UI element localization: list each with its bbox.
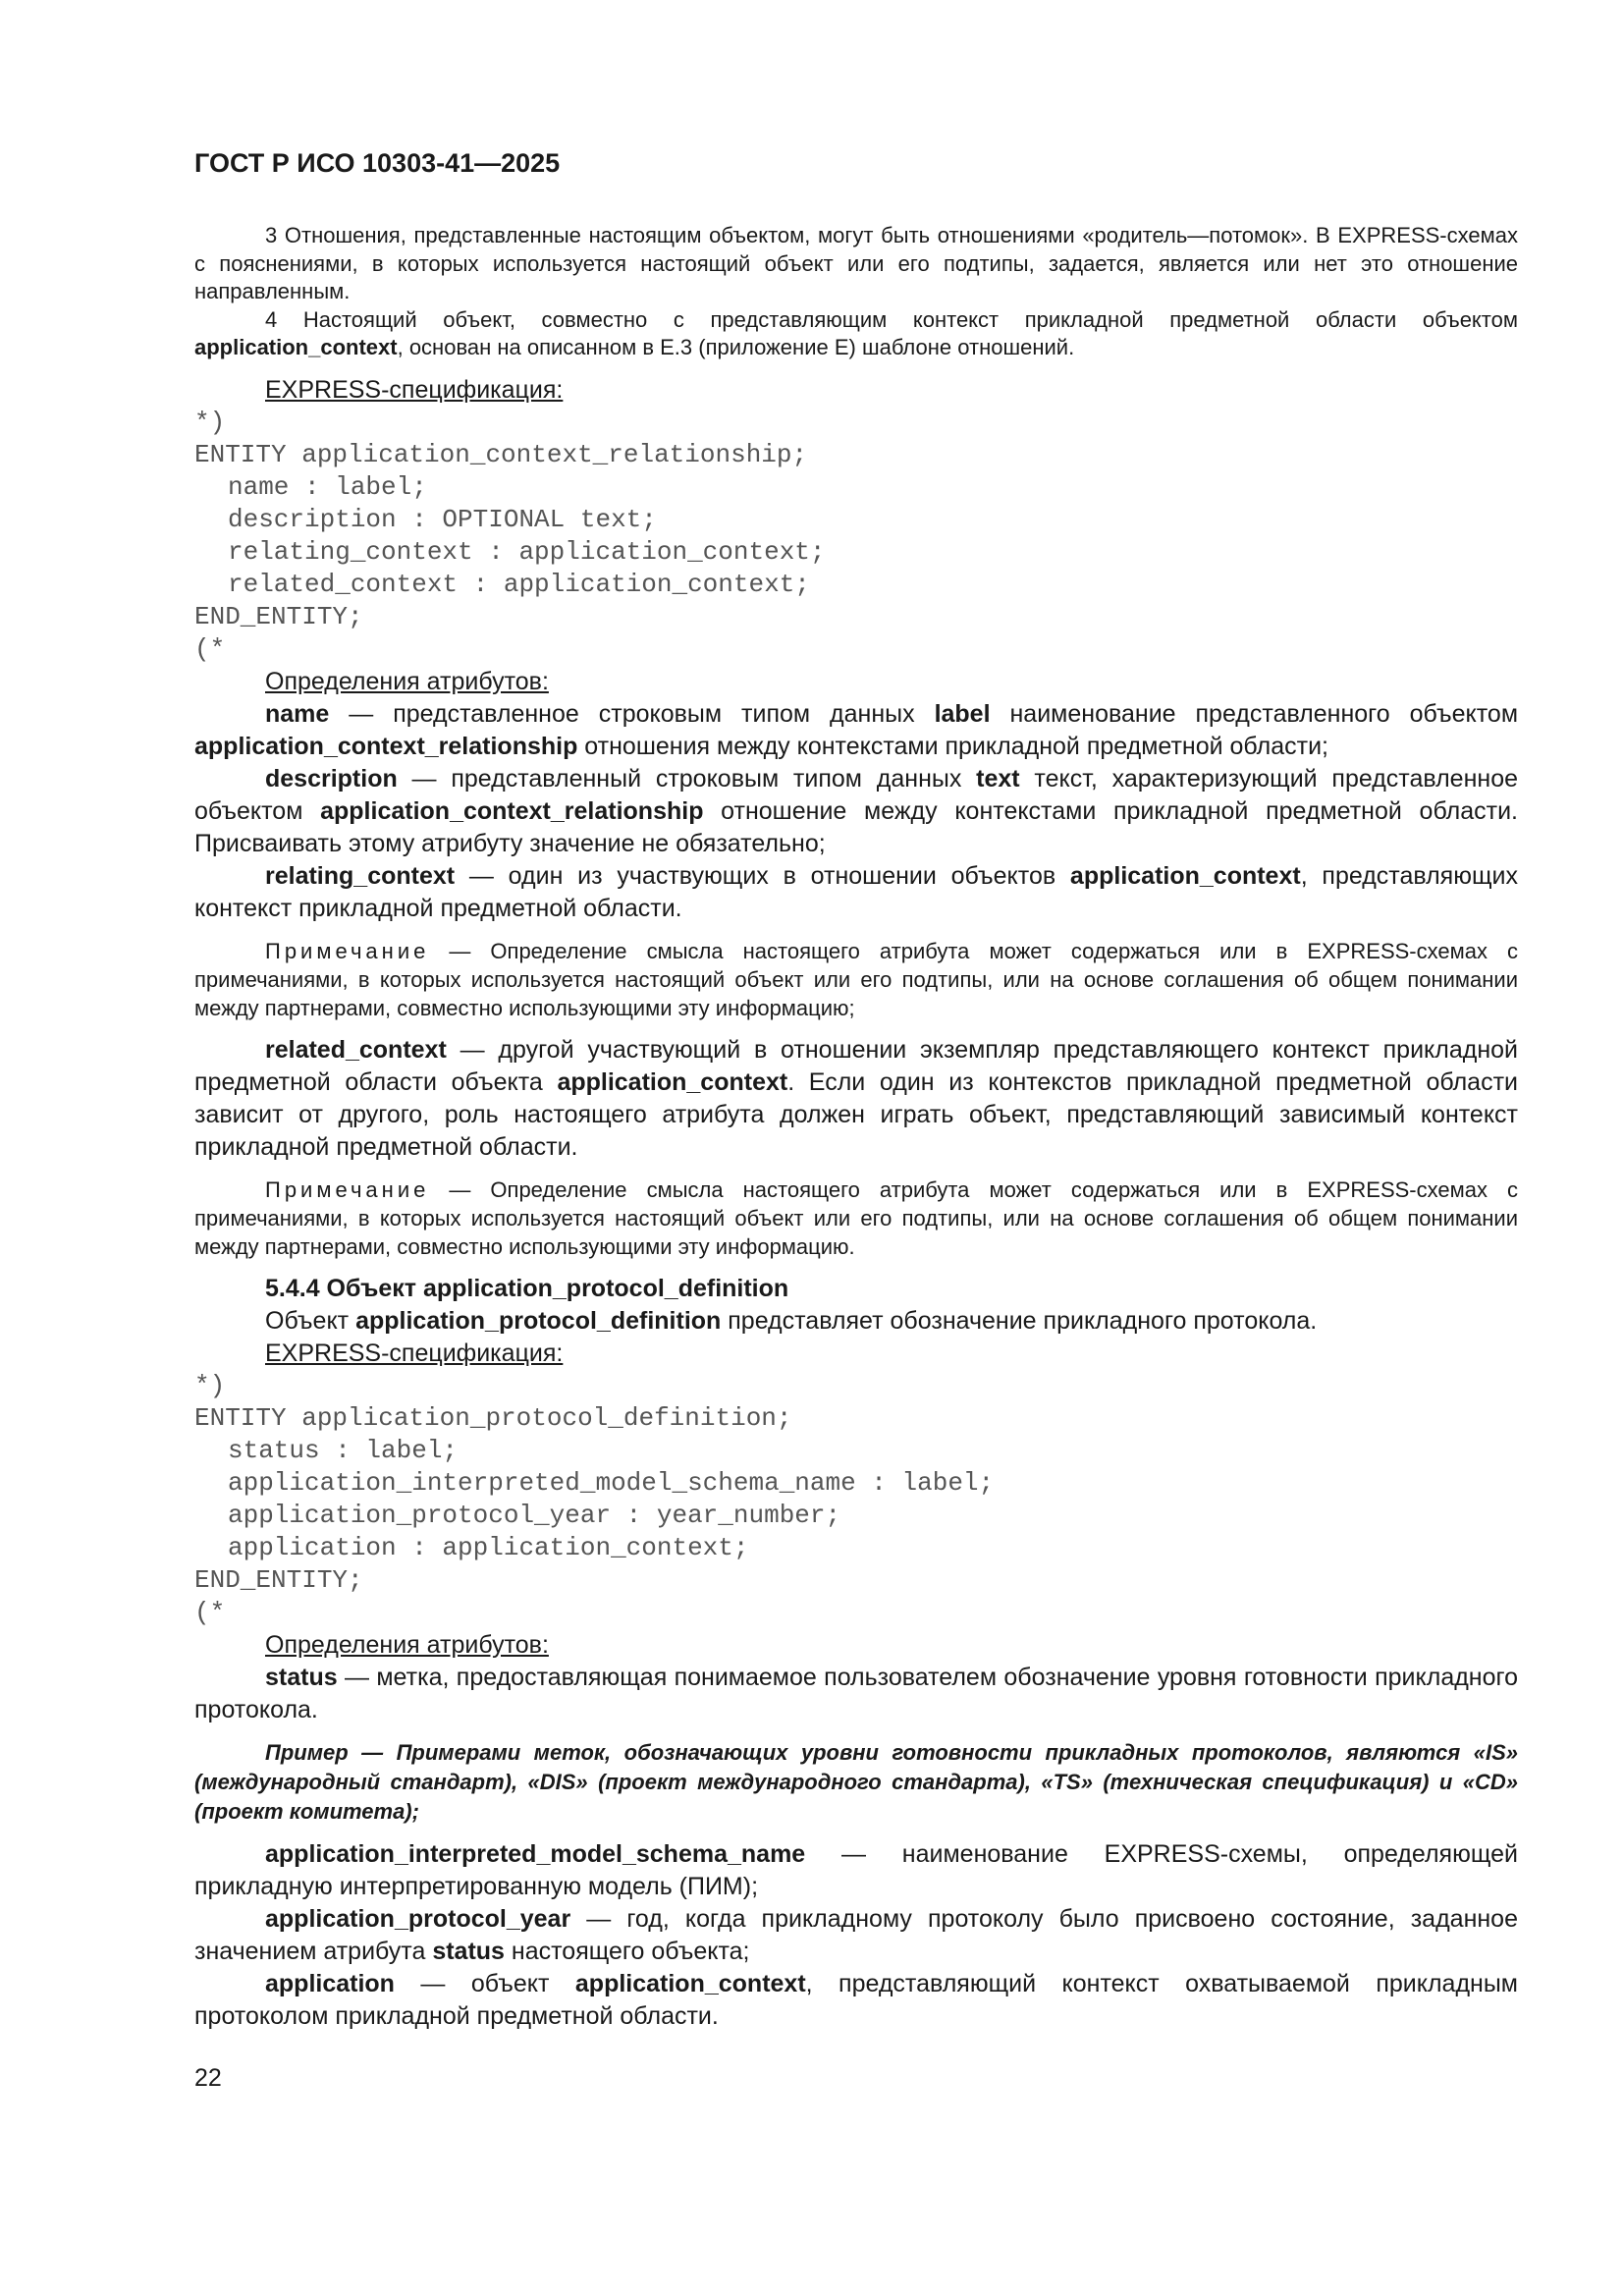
page-number: 22: [194, 2064, 222, 2092]
express-spec-label: EXPRESS-спецификация:: [265, 375, 564, 404]
note-relating-context: Примечание — Определение смысла настоящего атрибута может содержаться или в EXPRESS-схемах с примечаниями, в которых используется настоящий объект или его подтипы, или на основе соглашения об общем понимании между партнерами, совместно использующими эту информацию;: [194, 938, 1518, 1020]
express-spec-label-2: EXPRESS-спецификация:: [265, 1339, 564, 1367]
note-4: 4 Настоящий объект, совместно с представляющим контекст прикладной предметной области объектом application_context, основан на описанном в Е.3 (приложение Е) шаблоне отношений.: [194, 306, 1518, 359]
attribute-definitions-label-2: Определения атрибутов:: [265, 1630, 549, 1659]
document-page: [194, 147, 1518, 2033]
note-related-context: Примечание — Определение смысла настоящего атрибута может содержаться или в EXPRESS-схемах с примечаниями, в которых используется настоящий объект или его подтипы, или на основе соглашения об общем понимании между партнерами, совместно использующими эту информацию.: [194, 1176, 1518, 1259]
section-intro: Объект application_protocol_definition представляет обозначение прикладного протокола.: [265, 1306, 1318, 1335]
attr-name-definition: name — представленное строковым типом данных label наименование представленного объектом application_context_relationship отношения между контекстами прикладной предметной области;: [194, 699, 1519, 760]
attr-application-definition: application — объект application_context, представляющий контекст охватываемой прикладным протоколом прикладной предметной области.: [194, 1969, 1518, 2030]
attr-description-definition: description — представленный строковым типом данных text текст, характеризующий представленное объектом application_context_relationship отношение между контекстами прикладной предметной области. Присваивать этому атрибуту значение не обязательно;: [194, 764, 1518, 857]
attr-relating-context-definition: relating_context — один из участвующих в отношении объектов application_context, представляющих контекст прикладной предметной области.: [194, 861, 1518, 922]
attr-protocol-year-definition: application_protocol_year — год, когда прикладному протоколу было присвоено состояние, заданное значением атрибута status настоящего объекта;: [194, 1904, 1518, 1965]
attr-status-definition: status — метка, предоставляющая понимаемое пользователем обозначение уровня готовности прикладного протокола.: [194, 1663, 1518, 1723]
example-status-labels: Пример — Примерами меток, обозначающих уровни готовности прикладных протоколов, являются «IS» (международный стандарт), «DIS» (проект международного стандарта), «TS» (техническая спецификация) и «CD» (проект комитета);: [194, 1739, 1518, 1824]
section-heading: 5.4.4 Объект application_protocol_definition: [265, 1274, 789, 1302]
attribute-definitions-label: Определения атрибутов:: [265, 667, 549, 695]
attr-related-context-definition: related_context — другой участвующий в отношении экземпляр представляющего контекст прикладной предметной области объекта application_context. Если один из контекстов прикладной предметной области зависит от другого, роль настоящего атрибута должен играть объект, представляющий зависимый контекст прикладной предметной области.: [194, 1035, 1518, 1161]
note-3: 3 Отношения, представленные настоящим объектом, могут быть отношениями «родитель—потомок». В EXPRESS-схемах с пояснениями, в которых используется настоящий объект или его подтипы, задается, является или нет это отношение направленным.: [194, 223, 1518, 303]
express-code-block-1: *) ENTITY application_context_relationship; name : label; description : OPTIONAL text; relating_context : application_context; related_context : application_context; END_ENTITY; (*: [194, 407, 826, 664]
express-code-block-2: *) ENTITY application_protocol_definition; status : label; application_interpreted_model_schema_name : label; application_protocol_year : year_number; application : application_context; END_ENTITY; (*: [194, 1370, 995, 1627]
document-header: ГОСТ Р ИСО 10303-41—2025: [194, 148, 561, 178]
attr-aim-schema-name-definition: application_interpreted_model_schema_name — наименование EXPRESS-схемы, определяющей прикладную интерпретированную модель (ПИМ);: [194, 1839, 1518, 1900]
